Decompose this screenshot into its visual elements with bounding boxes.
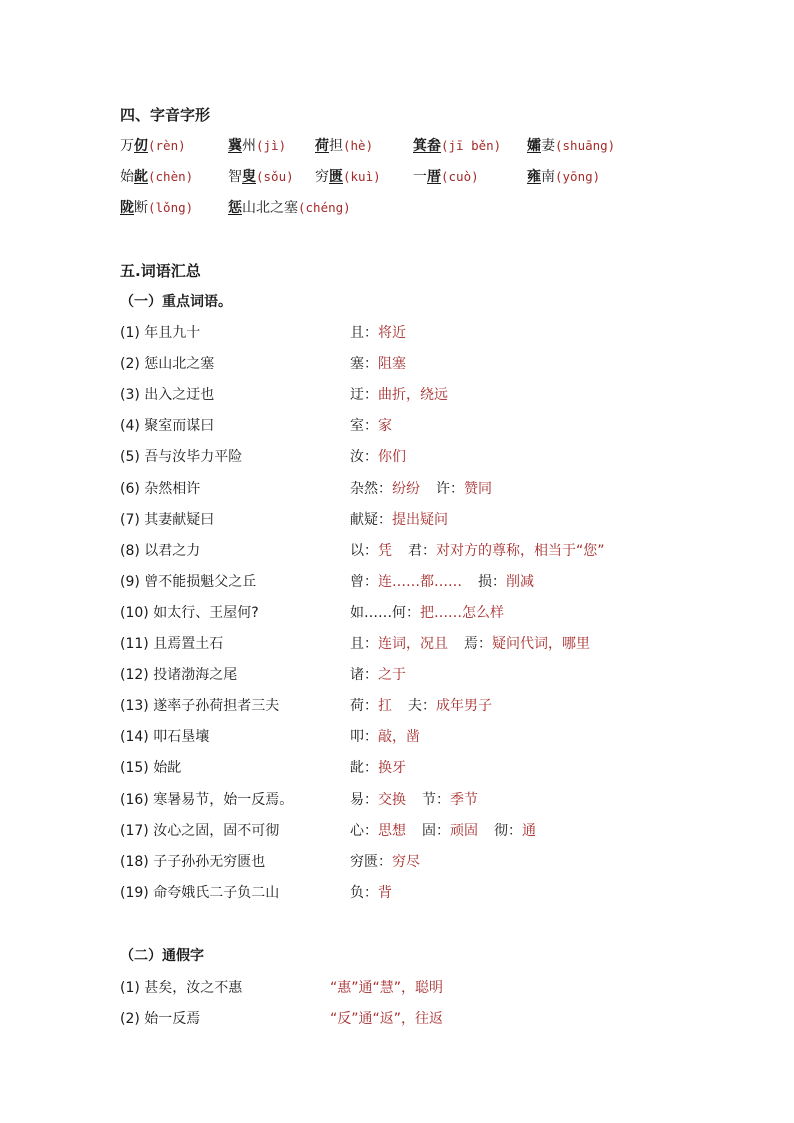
pinyin: (rèn) xyxy=(148,138,186,153)
key-character: 陇 xyxy=(120,200,134,216)
pinyin: (jì) xyxy=(256,138,287,153)
definition-word: 叩： xyxy=(350,729,378,746)
phrase: (18) 子子孙孙无穷匮也 xyxy=(120,853,266,870)
definitions xyxy=(350,851,420,871)
definition-meaning: 换牙 xyxy=(378,760,406,777)
key-character: 仞 xyxy=(134,138,148,154)
definition xyxy=(350,885,392,901)
definition-meaning: 思想 xyxy=(378,822,406,839)
definition-word: 负： xyxy=(350,884,378,901)
pronunciation-entry xyxy=(527,166,600,186)
definitions xyxy=(350,695,492,715)
definitions xyxy=(350,664,406,684)
definition-meaning: 凭 xyxy=(378,542,392,559)
definition-word: 损： xyxy=(478,573,506,590)
definition-meaning: 季节 xyxy=(450,791,478,808)
pronunciation-entry xyxy=(228,197,351,217)
pinyin: (hè) xyxy=(343,138,374,153)
definition xyxy=(350,729,420,745)
definitions xyxy=(350,478,492,498)
phrase: (11) 且焉置土石 xyxy=(120,636,224,652)
definitions xyxy=(350,509,448,529)
phrase: (1) 年且九十 xyxy=(120,325,201,341)
definition xyxy=(350,667,406,683)
key-character: 箕畚 xyxy=(413,138,441,154)
definitions xyxy=(350,322,406,342)
pronunciation-entry xyxy=(120,166,193,186)
definition xyxy=(350,636,448,652)
definition-word: 龀： xyxy=(350,760,378,777)
definition-word: 曾： xyxy=(350,573,378,590)
definitions xyxy=(350,633,590,653)
phrase: (12) 投诸渤海之尾 xyxy=(120,667,238,684)
pinyin: (cuò) xyxy=(441,169,479,184)
definition-meaning: 把……怎么样 xyxy=(420,604,504,621)
definition-word: 室： xyxy=(350,418,378,435)
pronunciation-entry xyxy=(315,166,381,186)
definition xyxy=(350,605,504,621)
definition-meaning: 背 xyxy=(378,884,392,901)
section-5-title: 五.词语汇总 xyxy=(120,262,201,280)
word-suffix: 妻 xyxy=(541,138,555,154)
phrase: (5) 吾与汝毕力平险 xyxy=(120,449,243,466)
definition-meaning: 纷纷 xyxy=(392,480,420,497)
definition xyxy=(350,854,420,870)
definitions xyxy=(350,820,536,840)
tongjia-explanation: “反”通“返”，往返 xyxy=(330,1011,444,1027)
definition-word: 易： xyxy=(350,791,378,808)
pronunciation-entry xyxy=(120,197,193,217)
phrase: (13) 遂率子孙荷担者三夫 xyxy=(120,698,280,715)
definition xyxy=(350,356,406,372)
definition xyxy=(494,823,536,839)
definition-meaning: 连词，况且 xyxy=(378,636,448,652)
pinyin: (kuì) xyxy=(343,169,381,184)
definitions xyxy=(350,384,448,404)
definition-meaning: 穷尽 xyxy=(392,853,420,870)
definitions xyxy=(350,726,420,746)
definition xyxy=(408,698,492,714)
key-character: 匮 xyxy=(329,169,343,185)
phrase: (15) 始龀 xyxy=(120,760,182,777)
definition xyxy=(350,543,392,559)
definition-word: 且： xyxy=(350,325,378,341)
key-words-title: （一）重点词语。 xyxy=(120,294,232,310)
word-suffix: 断 xyxy=(134,200,148,216)
definition xyxy=(436,481,492,497)
word-suffix: 州 xyxy=(242,138,256,154)
word-suffix: 南 xyxy=(541,169,555,185)
key-character: 孀 xyxy=(527,138,541,154)
definition-meaning: 提出疑问 xyxy=(392,511,448,528)
pronunciation-entry xyxy=(315,135,373,155)
phrase: (2) 惩山北之塞 xyxy=(120,356,215,373)
word-suffix: 山北之塞 xyxy=(242,200,298,216)
phrase: (14) 叩石垦壤 xyxy=(120,729,210,746)
definition xyxy=(350,512,448,528)
definition-meaning: 疑问代词，哪里 xyxy=(492,636,590,652)
definition-word: 许： xyxy=(436,480,464,497)
definition xyxy=(422,823,478,839)
definition xyxy=(478,574,534,590)
pronunciation-entry xyxy=(527,135,615,155)
definition-meaning: 交换 xyxy=(378,791,406,808)
definitions xyxy=(350,353,406,373)
word-suffix: 担 xyxy=(329,138,343,154)
definitions xyxy=(350,602,504,622)
definition-meaning: 家 xyxy=(378,418,392,435)
definition-word: 塞： xyxy=(350,356,378,373)
pinyin: (shuāng) xyxy=(555,138,616,153)
definition-word: 焉： xyxy=(464,636,492,652)
phrase: (4) 聚室而谋曰 xyxy=(120,418,215,435)
definition-word: 以： xyxy=(350,542,378,559)
definitions xyxy=(350,757,406,777)
definition-meaning: 顽固 xyxy=(450,822,478,839)
key-character: 厝 xyxy=(427,169,441,185)
definition-meaning: 敲，凿 xyxy=(378,729,420,746)
phrase: (17) 汝心之固，固不可彻 xyxy=(120,822,280,839)
definition xyxy=(350,449,406,465)
phrase: (7) 其妻献疑曰 xyxy=(120,511,215,528)
definition xyxy=(350,481,420,497)
definition xyxy=(350,760,406,776)
definitions xyxy=(350,571,534,591)
definition-word: 彻： xyxy=(494,822,522,839)
definition xyxy=(350,325,406,341)
definition-word: 夫： xyxy=(408,698,436,715)
definition-meaning: 扛 xyxy=(378,698,392,715)
definitions xyxy=(350,789,478,809)
pronunciation-entry xyxy=(413,166,479,186)
definition-meaning: 将近 xyxy=(378,325,406,341)
definitions xyxy=(350,415,392,435)
pronunciation-entry xyxy=(228,166,294,186)
phrase: (10) 如太行、王屋何? xyxy=(120,604,259,621)
definition-meaning: 你们 xyxy=(378,449,406,466)
definition-meaning: 削减 xyxy=(506,573,534,590)
word-prefix: 穷 xyxy=(315,169,329,185)
definition xyxy=(350,574,462,590)
pinyin: (lǒng) xyxy=(148,200,194,215)
phrase: (8) 以君之力 xyxy=(120,542,201,559)
pinyin: (sǒu) xyxy=(256,169,294,184)
definitions xyxy=(350,540,605,560)
definition xyxy=(408,543,605,559)
tongjia-explanation: “惠”通“慧”，聪明 xyxy=(330,980,444,996)
definition xyxy=(464,636,590,652)
definition xyxy=(422,792,478,808)
definition-meaning: 阻塞 xyxy=(378,356,406,373)
definition-meaning: 成年男子 xyxy=(436,698,492,715)
pronunciation-entry xyxy=(120,135,186,155)
definition-meaning: 连……都…… xyxy=(378,573,462,590)
definition xyxy=(350,823,406,839)
key-character: 荷 xyxy=(315,138,329,154)
section-4-title: 四、字音字形 xyxy=(120,106,211,124)
word-prefix: 万 xyxy=(120,138,134,154)
word-prefix: 一 xyxy=(413,169,427,185)
tongjia-title: （二）通假字 xyxy=(120,948,204,964)
definition xyxy=(350,698,392,714)
phrase: (1) 甚矣，汝之不惠 xyxy=(120,980,243,996)
definition xyxy=(350,792,406,808)
definition-meaning: 对对方的尊称，相当于“您” xyxy=(436,542,605,559)
word-prefix: 始 xyxy=(120,169,134,185)
definition-meaning: 通 xyxy=(522,822,536,839)
key-character: 龀 xyxy=(134,169,148,185)
definition-word: 穷匮： xyxy=(350,853,392,870)
definition-word: 且： xyxy=(350,636,378,652)
definitions xyxy=(350,882,392,902)
definition-word: 献疑： xyxy=(350,511,392,528)
pinyin: (yōng) xyxy=(555,169,601,184)
pronunciation-entry xyxy=(413,135,501,155)
pinyin: (chèn) xyxy=(148,169,194,184)
definition-word: 荷： xyxy=(350,698,378,715)
definitions xyxy=(350,446,406,466)
key-character: 雍 xyxy=(527,169,541,185)
key-character: 叟 xyxy=(242,169,256,185)
definition xyxy=(350,387,448,403)
phrase: (6) 杂然相许 xyxy=(120,480,201,497)
key-character: 惩 xyxy=(228,200,242,216)
word-prefix: 智 xyxy=(228,169,242,185)
pronunciation-entry xyxy=(228,135,286,155)
phrase: (19) 命夸娥氏二子负二山 xyxy=(120,884,280,901)
phrase: (9) 曾不能损魁父之丘 xyxy=(120,573,257,590)
definition xyxy=(350,418,392,434)
definition-word: 君： xyxy=(408,542,436,559)
phrase: (3) 出入之迂也 xyxy=(120,387,215,404)
definition-meaning: 赞同 xyxy=(464,480,492,497)
definition-word: 节： xyxy=(422,791,450,808)
pinyin: (jī běn) xyxy=(441,138,502,153)
definition-word: 诸： xyxy=(350,667,378,684)
phrase: (16) 寒暑易节，始一反焉。 xyxy=(120,791,294,808)
definition-meaning: 曲折，绕远 xyxy=(378,387,448,404)
pinyin: (chéng) xyxy=(298,200,351,215)
definition-word: 杂然： xyxy=(350,480,392,497)
definition-word: 如……何： xyxy=(350,604,420,621)
definition-meaning: 之于 xyxy=(378,667,406,684)
definition-word: 汝： xyxy=(350,449,378,466)
definition-word: 心： xyxy=(350,822,378,839)
phrase: (2) 始一反焉 xyxy=(120,1011,201,1027)
definition-word: 迂： xyxy=(350,387,378,404)
key-character: 冀 xyxy=(228,138,242,154)
definition-word: 固： xyxy=(422,822,450,839)
